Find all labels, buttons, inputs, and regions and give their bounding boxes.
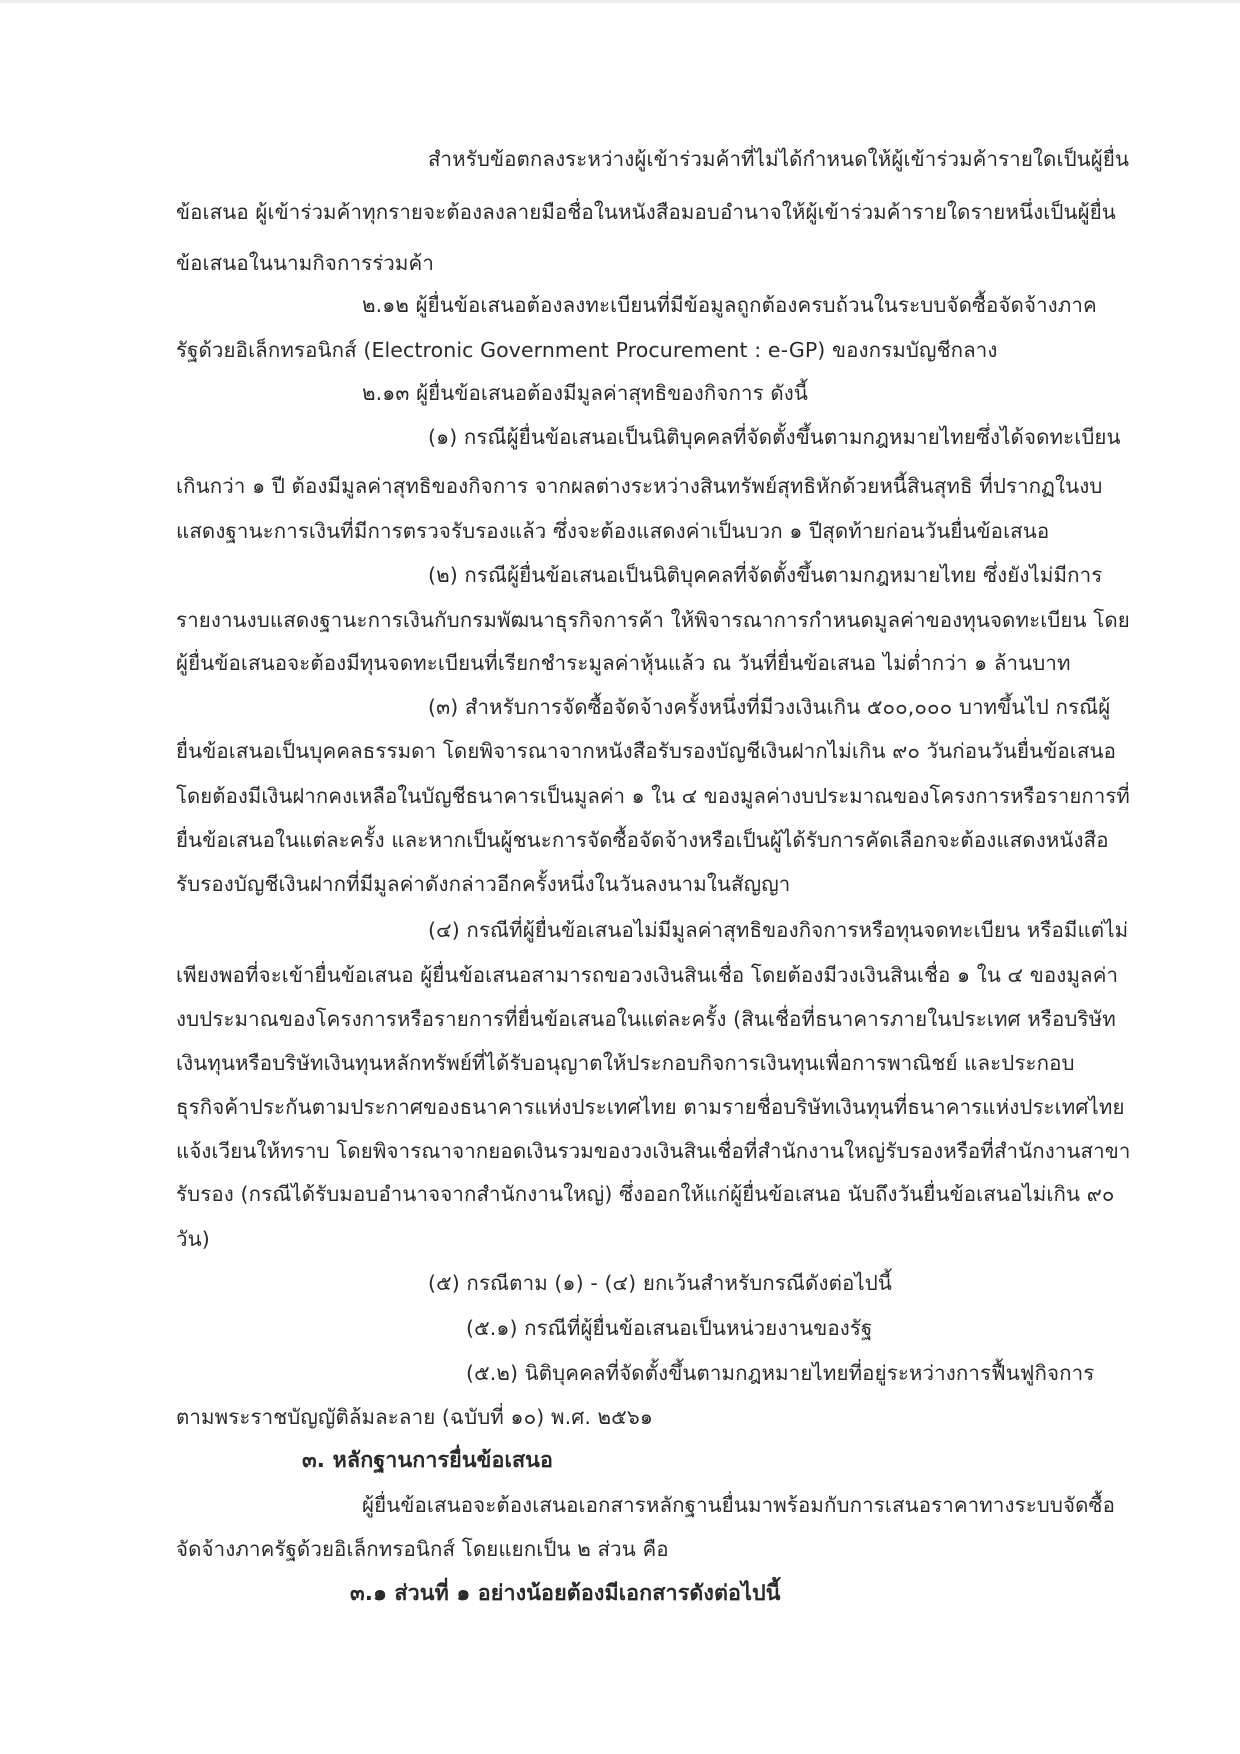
text-line: แสดงฐานะการเงินที่มีการตรวจรับรองแล้ว ซึ่งจะต้องแสดงค่าเป็นบวก ๑ ปีสุดท้ายก่อนวันยื่นข้อเสนอ [176, 519, 1050, 543]
text-line: (๕) กรณีตาม (๑) - (๔) ยกเว้นสำหรับกรณีดังต่อไปนี้ [428, 1271, 893, 1295]
text-line: ตามพระราชบัญญัติล้มละลาย (ฉบับที่ ๑๐) พ.ศ. ๒๕๖๑ [176, 1405, 654, 1429]
text-line: ๒.๑๒ ผู้ยื่นข้อเสนอต้องลงทะเบียนที่มีข้อมูลถูกต้องครบถ้วนในระบบจัดซื้อจัดจ้างภาค [362, 293, 1097, 317]
text-line: งบประมาณของโครงการหรือรายการที่ยื่นข้อเสนอในแต่ละครั้ง (สินเชื่อที่ธนาคารภายในประเทศ หรือบริษัท [176, 1007, 1116, 1031]
subsection-heading: ๓.๑ ส่วนที่ ๑ อย่างน้อยต้องมีเอกสารดังต่อไปนี้ [350, 1581, 781, 1606]
text-line: (๒) กรณีผู้ยื่นข้อเสนอเป็นนิติบุคคลที่จัดตั้งขึ้นตามกฎหมายไทย ซึ่งยังไม่มีการ [428, 563, 1103, 587]
text-line: ข้อเสนอในนามกิจการร่วมค้า [176, 251, 434, 275]
text-line: ยื่นข้อเสนอในแต่ละครั้ง และหากเป็นผู้ชนะการจัดซื้อจัดจ้างหรือเป็นผู้ได้รับการคัดเลือกจะต้องแสดงหนังสือ [176, 828, 1109, 852]
text-line: โดยต้องมีเงินฝากคงเหลือในบัญชีธนาคารเป็นมูลค่า ๑ ใน ๔ ของมูลค่างบประมาณของโครงการหรือรายการที่ [176, 784, 1130, 808]
text-line: ยื่นข้อเสนอเป็นบุคคลธรรมดา โดยพิจารณาจากหนังสือรับรองบัญชีเงินฝากไม่เกิน ๙๐ วันก่อนวันยื่นข้อเสนอ [176, 739, 1117, 763]
text-line: เกินกว่า ๑ ปี ต้องมีมูลค่าสุทธิของกิจการ จากผลต่างระหว่างสินทรัพย์สุทธิหักด้วยหนี้สินสุทธิ ที่ปรากฏในงบ [176, 474, 1103, 498]
text-line: เงินทุนหรือบริษัทเงินทุนหลักทรัพย์ที่ได้รับอนุญาตให้ประกอบกิจการเงินทุนเพื่อการพาณิชย์ และประกอบ [176, 1051, 1075, 1075]
text-line: รายงานงบแสดงฐานะการเงินกับกรมพัฒนาธุรกิจการค้า ให้พิจารณาการกำหนดมูลค่าของทุนจดทะเบียน โดย [176, 608, 1130, 632]
text-line: (๕.๒) นิติบุคคลที่จัดตั้งขึ้นตามกฎหมายไทยที่อยู่ระหว่างการฟื้นฟูกิจการ [466, 1361, 1095, 1385]
text-line: ข้อเสนอ ผู้เข้าร่วมค้าทุกรายจะต้องลงลายมือชื่อในหนังสือมอบอำนาจให้ผู้เข้าร่วมค้ารายใดรายหนึ่งเป็นผู้ยื่น [176, 200, 1116, 224]
text-line: (๓) สำหรับการจัดซื้อจัดจ้างครั้งหนึ่งที่มีวงเงินเกิน ๕๐๐,๐๐๐ บาทขึ้นไป กรณีผู้ [428, 695, 1111, 719]
text-line: วัน) [176, 1227, 210, 1251]
text-line: (๔) กรณีที่ผู้ยื่นข้อเสนอไม่มีมูลค่าสุทธิของกิจการหรือทุนจดทะเบียน หรือมีแต่ไม่ [428, 918, 1129, 942]
text-line: รับรองบัญชีเงินฝากที่มีมูลค่าดังกล่าวอีกครั้งหนึ่งในวันลงนามในสัญญา [176, 872, 791, 896]
text-line: แจ้งเวียนให้ทราบ โดยพิจารณาจากยอดเงินรวมของวงเงินสินเชื่อที่สำนักงานใหญ่รับรองหรือที่สำนักงานสาขา [176, 1139, 1131, 1163]
scan-edge [0, 0, 1240, 3]
text-line: รัฐด้วยอิเล็กทรอนิกส์ (Electronic Government Procurement : e-GP) ของกรมบัญชีกลาง [176, 338, 998, 362]
text-line: เพียงพอที่จะเข้ายื่นข้อเสนอ ผู้ยื่นข้อเสนอสามารถขอวงเงินสินเชื่อ โดยต้องมีวงเงินสินเชื่อ ๑ ใน ๔ ของมูลค่า [176, 963, 1119, 987]
text-line: (๕.๑) กรณีที่ผู้ยื่นข้อเสนอเป็นหน่วยงานของรัฐ [466, 1316, 873, 1340]
text-line: ผู้ยื่นข้อเสนอจะต้องมีทุนจดทะเบียนที่เรียกชำระมูลค่าหุ้นแล้ว ณ วันที่ยื่นข้อเสนอ ไม่ต่ำกว่า ๑ ล้านบาท [176, 651, 1071, 675]
text-line: รับรอง (กรณีได้รับมอบอำนาจจากสำนักงานใหญ่) ซึ่งออกให้แก่ผู้ยื่นข้อเสนอ นับถึงวันยื่นข้อเสนอไม่เกิน ๙๐ [176, 1182, 1115, 1206]
text-line: ๒.๑๓ ผู้ยื่นข้อเสนอต้องมีมูลค่าสุทธิของกิจการ ดังนี้ [362, 381, 809, 405]
text-line: ผู้ยื่นข้อเสนอจะต้องเสนอเอกสารหลักฐานยื่นมาพร้อมกับการเสนอราคาทางระบบจัดซื้อ [362, 1493, 1115, 1517]
text-line: ธุรกิจค้าประกันตามประกาศของธนาคารแห่งประเทศไทย ตามรายชื่อบริษัทเงินทุนที่ธนาคารแห่งประเทศไทย [176, 1095, 1125, 1119]
text-line: จัดจ้างภาครัฐด้วยอิเล็กทรอนิกส์ โดยแยกเป็น ๒ ส่วน คือ [176, 1537, 669, 1561]
text-line: (๑) กรณีผู้ยื่นข้อเสนอเป็นนิติบุคคลที่จัดตั้งขึ้นตามกฎหมายไทยซึ่งได้จดทะเบียน [428, 425, 1121, 449]
text-line: สำหรับข้อตกลงระหว่างผู้เข้าร่วมค้าที่ไม่ได้กำหนดให้ผู้เข้าร่วมค้ารายใดเป็นผู้ยื่น [428, 147, 1130, 171]
section-heading: ๓. หลักฐานการยื่นข้อเสนอ [302, 1448, 553, 1473]
